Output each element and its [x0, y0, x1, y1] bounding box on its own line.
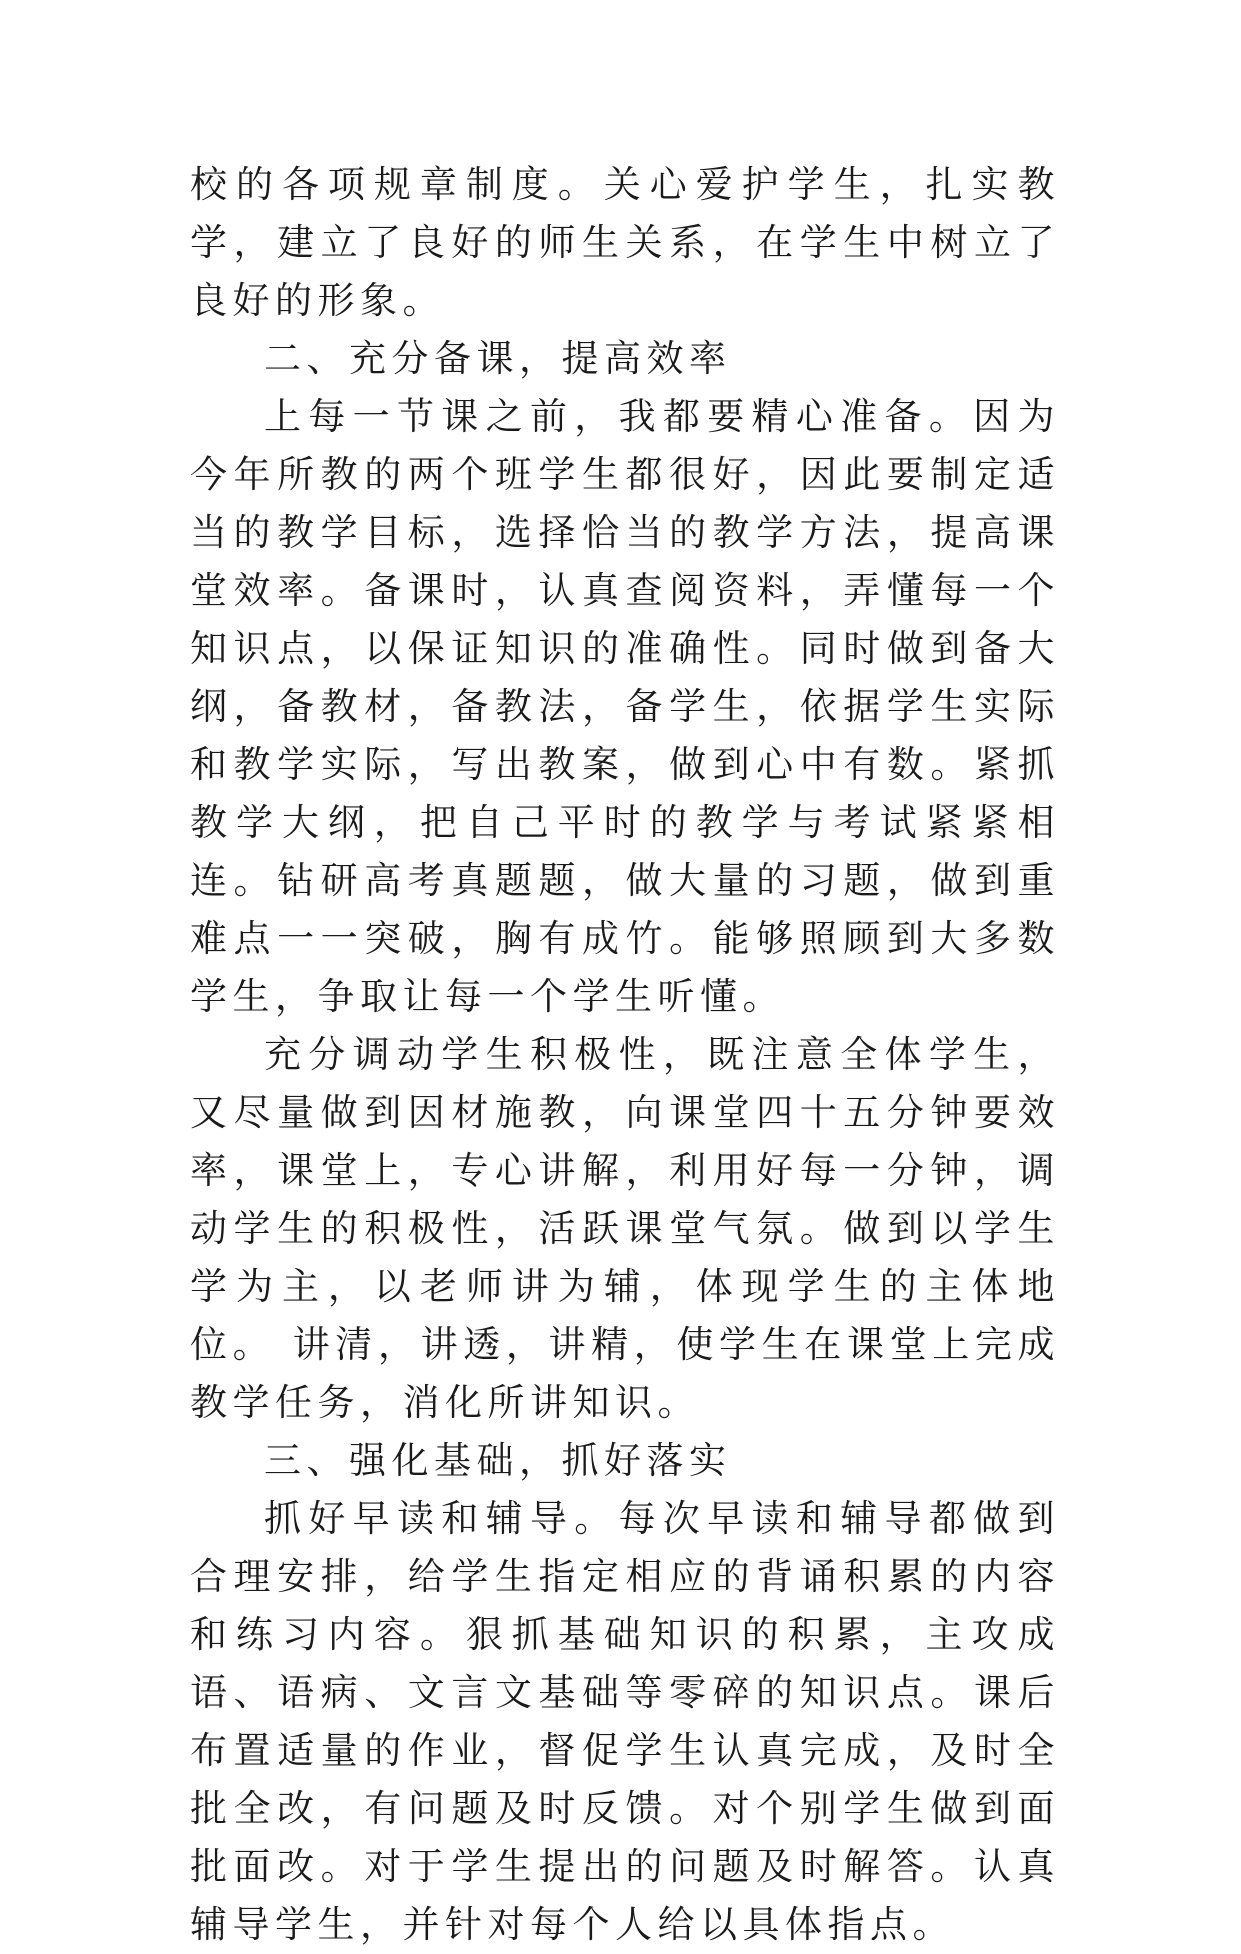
section-heading-3: 三、强化基础，抓好落实 — [264, 1439, 732, 1482]
section-heading-2: 二、充分备课，提高效率 — [264, 337, 732, 380]
paragraph-classroom-engagement: 充分调动学生积极性，既注意全体学生，又尽量做到因材施教，向课堂四十五分钟要效率，课堂上，专心讲解，利用好每一分钟，调动学生的积极性，活跃课堂气氛。做到以学生学为主，以老师讲为辅，体现学生的主体地位。 讲清，讲透，讲精，使学生在课堂上完成教学任务，消化所讲知识。 — [190, 1033, 1060, 1424]
document-body — [190, 156, 1060, 1954]
paragraph-continued: 校的各项规章制度。关心爱护学生，扎实教学，建立了良好的师生关系，在学生中树立了良好的形象。 — [190, 163, 1060, 322]
paragraph-lesson-prep: 上每一节课之前，我都要精心准备。因为今年所教的两个班学生都很好，因此要制定适当的教学目标，选择恰当的教学方法，提高课堂效率。备课时，认真查阅资料，弄懂每一个知识点，以保证知识的准确性。同时做到备大纲，备教材，备教法，备学生，依据学生实际和教学实际，写出教案，做到心中有数。紧抓教学大纲，把自己平时的教学与考试紧紧相连。钻研高考真题题，做大量的习题，做到重难点一一突破，胸有成竹。能够照顾到大多数学生，争取让每一个学生听懂。 — [190, 395, 1060, 1018]
paragraph-foundation-practice: 抓好早读和辅导。每次早读和辅导都做到合理安排，给学生指定相应的背诵积累的内容和练习内容。狠抓基础知识的积累，主攻成语、语病、文言文基础等零碎的知识点。课后布置适量的作业，督促学生认真完成，及时全批全改，有问题及时反馈。对个别学生做到面批面改。对于学生提出的问题及时解答。认真辅导学生，并针对每个人给以具体指点。 — [190, 1497, 1060, 1946]
